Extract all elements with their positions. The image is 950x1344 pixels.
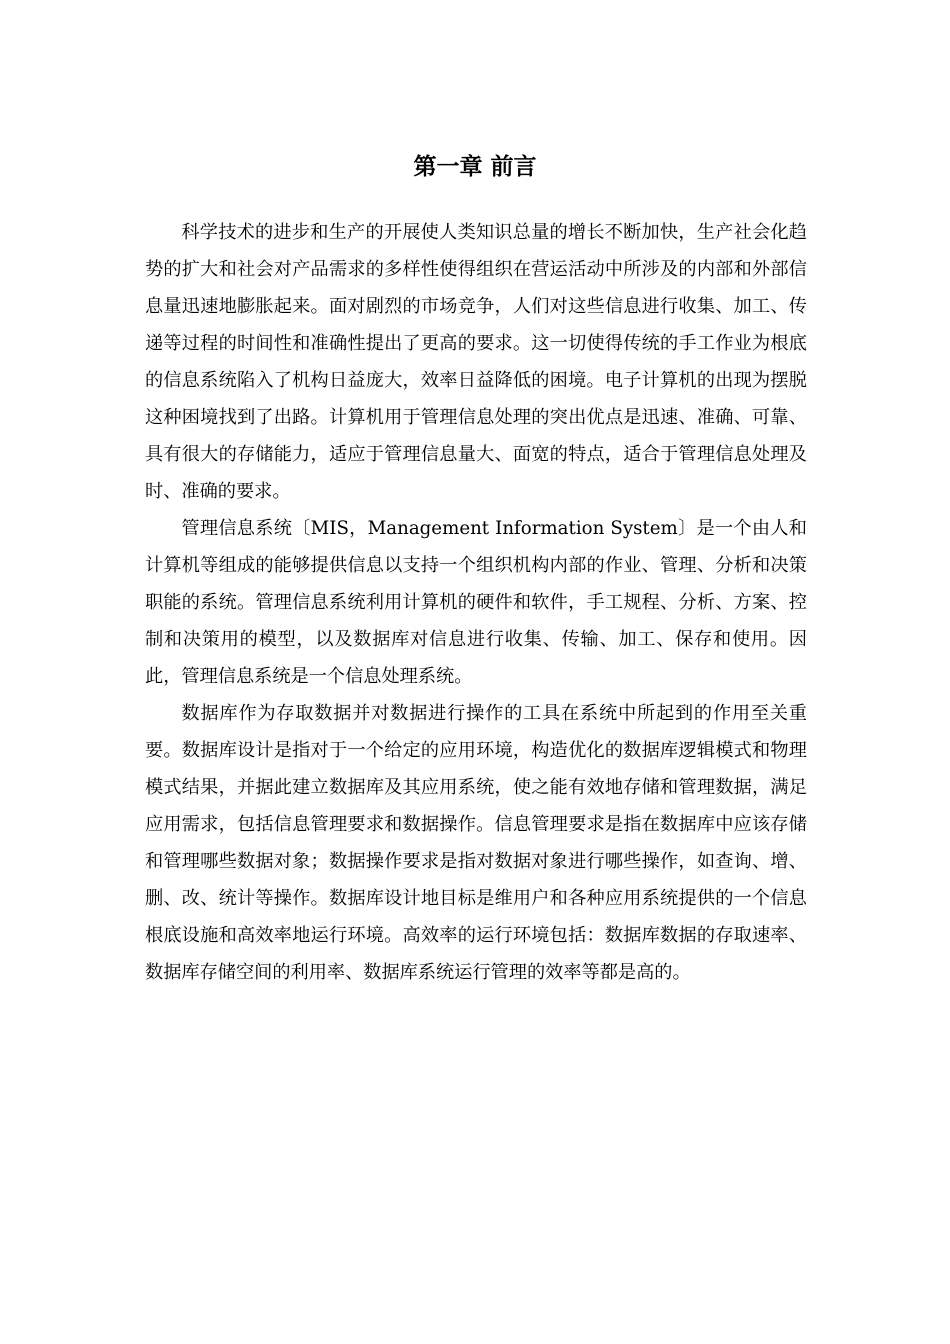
chapter-body	[145, 214, 807, 991]
paragraph-1: 科学技术的进步和生产的开展使人类知识总量的增长不断加快，生产社会化趋势的扩大和社会对产品需求的多样性使得组织在营运活动中所涉及的内部和外部信息量迅速地膨胀起来。面对剧烈的市场竞争，人们对这些信息进行收集、加工、传递等过程的时间性和准确性提出了更高的要求。这一切使得传统的手工作业为根底的信息系统陷入了机构日益庞大，效率日益降低的困境。电子计算机的出现为摆脱这种困境找到了出路。计算机用于管理信息处理的突出优点是迅速、准确、可靠、具有很大的存储能力，适应于管理信息量大、面宽的特点，适合于管理信息处理及时、准确的要求。	[145, 222, 807, 502]
paragraph-2: 管理信息系统〔MIS，Management Information System〕是一个由人和计算机等组成的能够提供信息以支持一个组织机构内部的作业、管理、分析和决策职能的系统。管理信息系统利用计算机的硬件和软件，手工规程、分析、方案、控制和决策用的模型，以及数据库对信息进行收集、传输、加工、保存和使用。因此，管理信息系统是一个信息处理系统。	[145, 518, 807, 687]
chapter-title: 第一章 前言	[413, 154, 537, 180]
paragraph-3: 数据库作为存取数据并对数据进行操作的工具在系统中所起到的作用至关重要。数据库设计是指对于一个给定的应用环境，构造优化的数据库逻辑模式和物理模式结果，并据此建立数据库及其应用系统，使之能有效地存储和管理数据，满足应用需求，包括信息管理要求和数据操作。信息管理要求是指在数据库中应该存储和管理哪些数据对象；数据操作要求是指对数据对象进行哪些操作，如查询、增、删、改、统计等操作。数据库设计地目标是维用户和各种应用系统提供的一个信息根底设施和高效率地运行环境。高效率的运行环境包括：数据库数据的存取速率、数据库存储空间的利用率、数据库系统运行管理的效率等都是高的。	[145, 703, 807, 983]
